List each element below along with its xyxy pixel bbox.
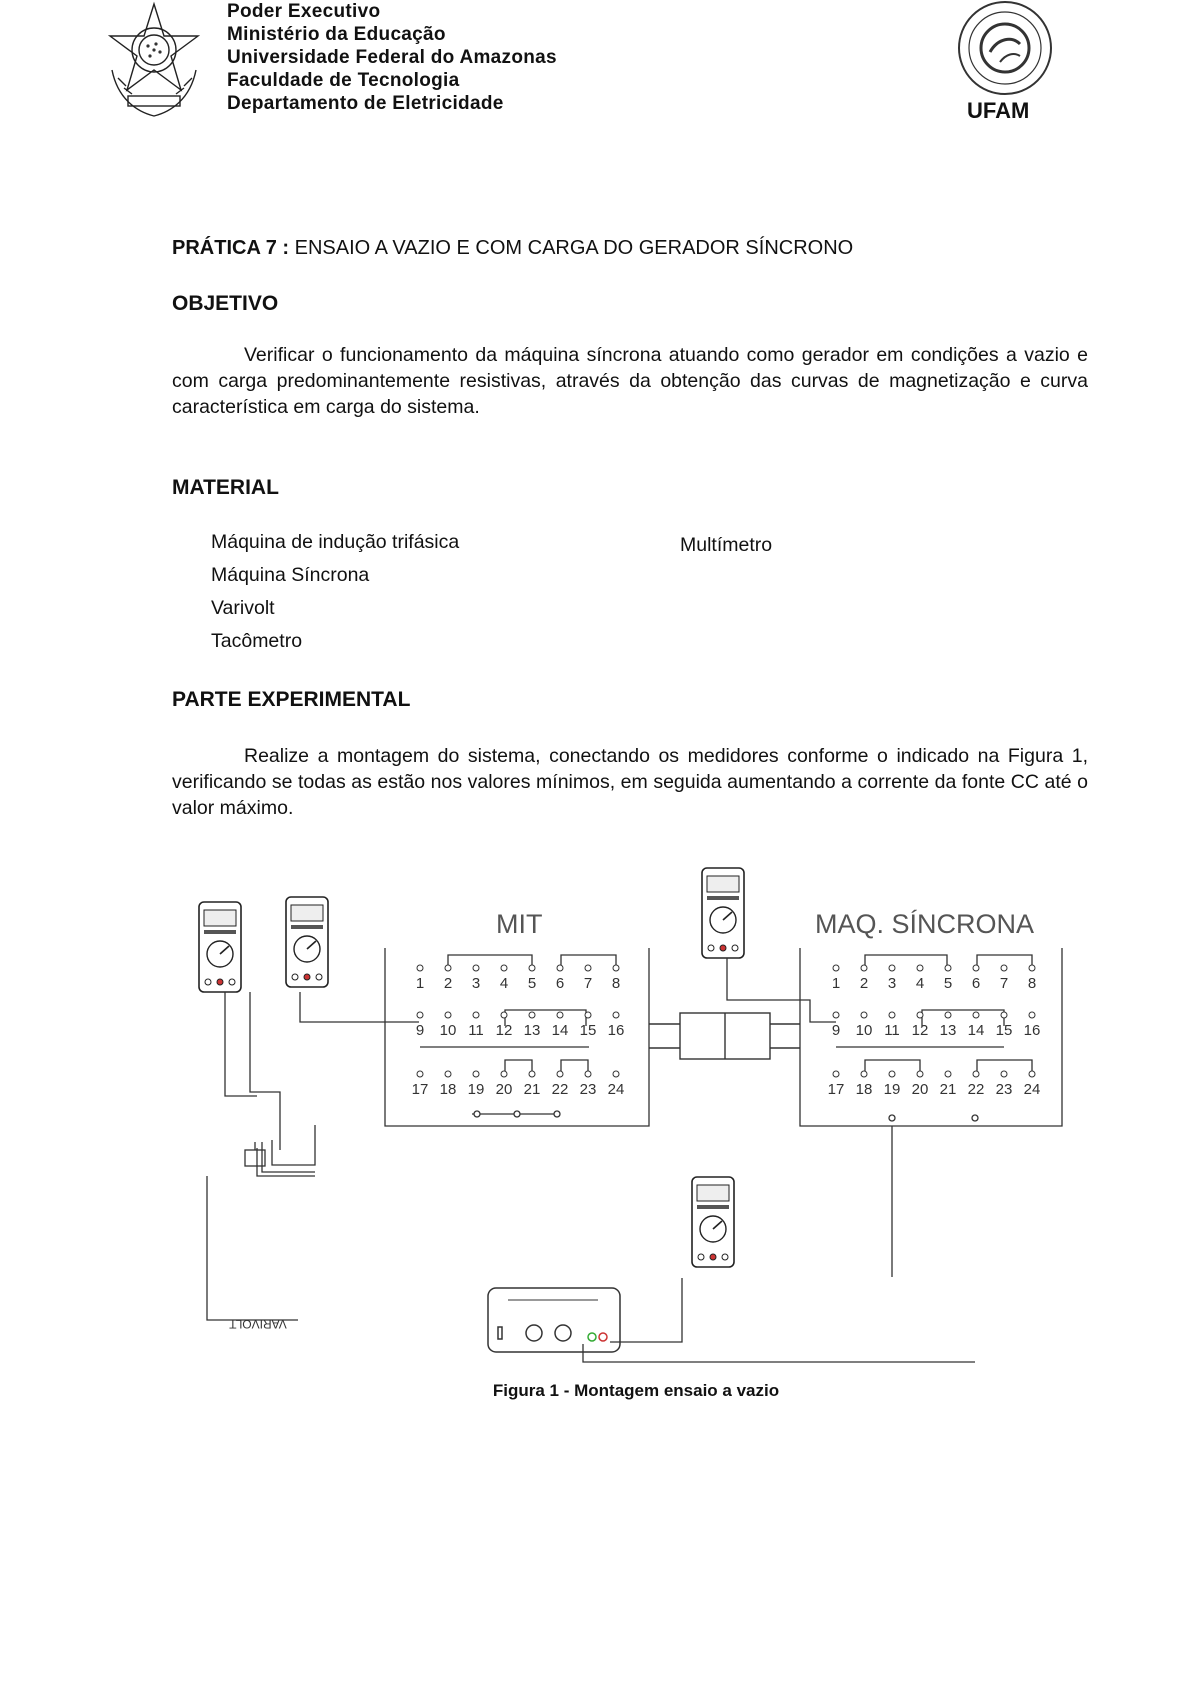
material-heading: MATERIAL: [172, 476, 279, 499]
terminal-number: 18: [439, 1081, 457, 1098]
terminal-dot: [557, 965, 563, 971]
header-line: Departamento de Eletricidade: [227, 93, 504, 114]
title-text: ENSAIO A VAZIO E COM CARGA DO GERADOR SÍNCRONO: [289, 237, 854, 259]
terminal-number: 5: [527, 975, 537, 992]
terminal-dot: [1029, 1071, 1035, 1077]
ufam-seal: [950, 0, 1060, 96]
terminal-dot: [889, 1012, 895, 1018]
shaft-coupling: [649, 1013, 800, 1059]
terminal-number: 9: [415, 1022, 425, 1039]
mit-terminals: [412, 965, 625, 1098]
terminal-dot: [529, 1071, 535, 1077]
terminal-number: 11: [468, 1022, 484, 1039]
terminal-dot: [1001, 965, 1007, 971]
terminal-dot: [501, 965, 507, 971]
terminal-number: 2: [859, 975, 869, 992]
terminal-dot: [445, 965, 451, 971]
terminal-dot: [613, 1071, 619, 1077]
terminal-number: 3: [887, 975, 897, 992]
terminal-number: 13: [939, 1022, 957, 1039]
terminal-dot: [973, 1012, 979, 1018]
terminal-dot: [945, 1071, 951, 1077]
terminal-dot: [417, 965, 423, 971]
terminal-dot: [945, 965, 951, 971]
material-list-left: [211, 526, 459, 658]
terminal-dot: [613, 965, 619, 971]
parte-experimental-paragraph: [172, 743, 1088, 821]
varivolt-label: VARIVOLT: [229, 1317, 287, 1331]
sync-machine-terminal-box: [800, 948, 1062, 1126]
terminal-number: 8: [611, 975, 621, 992]
terminal-number: 13: [523, 1022, 541, 1039]
terminal-dot: [501, 1012, 507, 1018]
terminal-dot: [557, 1071, 563, 1077]
terminal-dot: [917, 1071, 923, 1077]
terminal-dot: [833, 965, 839, 971]
terminal-number: 4: [499, 975, 509, 992]
terminal-dot: [557, 1012, 563, 1018]
terminal-dot: [833, 1012, 839, 1018]
terminal-number: 3: [471, 975, 481, 992]
terminal-number: 5: [943, 975, 953, 992]
dc-source-panel: [488, 1288, 620, 1352]
terminal-dot: [917, 965, 923, 971]
terminal-dot: [445, 1071, 451, 1077]
parte-experimental-text: Realize a montagem do sistema, conectando os medidores conforme o indicado na Figura 1, verificando se todas as estão nos valores mínimos, em seguida aumentando a corrente da fonte CC até o valor máximo.: [172, 745, 1088, 819]
terminal-number: 24: [1023, 1081, 1041, 1098]
terminal-number: 17: [827, 1081, 845, 1098]
terminal-number: 10: [439, 1022, 457, 1039]
terminal-dot: [445, 1012, 451, 1018]
material-item: Máquina Síncrona: [211, 564, 370, 586]
terminal-dot: [861, 965, 867, 971]
header-institution: [227, 0, 557, 115]
terminal-dot: [889, 1071, 895, 1077]
header-line: Faculdade de Tecnologia: [227, 70, 460, 91]
terminal-number: 8: [1027, 975, 1037, 992]
terminal-dot: [1029, 965, 1035, 971]
brasao-emblem: [98, 0, 210, 122]
terminal-dot: [889, 965, 895, 971]
terminal-dot: [529, 965, 535, 971]
terminal-number: 23: [579, 1081, 597, 1098]
terminal-number: 15: [995, 1022, 1013, 1039]
material-item: Varivolt: [211, 597, 275, 619]
terminal-dot: [417, 1012, 423, 1018]
terminal-dot: [861, 1012, 867, 1018]
terminal-number: 24: [607, 1081, 625, 1098]
terminal-number: 6: [971, 975, 981, 992]
terminal-number: 12: [495, 1022, 513, 1039]
title-prefix: PRÁTICA 7 :: [172, 237, 290, 259]
multimeter-4-icon: [692, 1177, 734, 1267]
terminal-number: 7: [999, 975, 1009, 992]
terminal-dot: [473, 1071, 479, 1077]
header-line: Universidade Federal do Amazonas: [227, 47, 557, 68]
terminal-number: 16: [607, 1022, 625, 1039]
terminal-number: 4: [915, 975, 925, 992]
terminal-number: 6: [555, 975, 565, 992]
header-line: Poder Executivo: [227, 1, 381, 22]
material-list-right: [680, 529, 772, 562]
terminal-dot: [945, 1012, 951, 1018]
terminal-number: 2: [443, 975, 453, 992]
terminal-number: 16: [1023, 1022, 1041, 1039]
mit-terminal-box: [385, 948, 649, 1126]
material-item: Multímetro: [680, 534, 773, 556]
terminal-dot: [585, 1012, 591, 1018]
terminal-number: 14: [967, 1022, 985, 1039]
terminal-number: 10: [855, 1022, 873, 1039]
terminal-dot: [917, 1012, 923, 1018]
multimeter-3-icon: [702, 868, 744, 958]
terminal-dot: [613, 1012, 619, 1018]
terminal-dot: [473, 965, 479, 971]
terminal-number: 17: [411, 1081, 429, 1098]
terminal-number: 22: [551, 1081, 569, 1098]
sync-machine-terminals: [828, 965, 1041, 1098]
terminal-number: 19: [883, 1081, 901, 1098]
page-title: [172, 237, 853, 260]
mit-label: MIT: [496, 909, 543, 939]
ufam-label: UFAM: [967, 98, 1030, 123]
terminal-dot: [1029, 1012, 1035, 1018]
figure-caption: Figura 1 - Montagem ensaio a vazio: [492, 1381, 780, 1400]
terminal-dot: [585, 965, 591, 971]
terminal-dot: [417, 1071, 423, 1077]
terminal-dot: [973, 965, 979, 971]
parte-experimental-heading: PARTE EXPERIMENTAL: [172, 688, 411, 711]
terminal-dot: [585, 1071, 591, 1077]
terminal-dot: [473, 1012, 479, 1018]
terminal-number: 12: [911, 1022, 929, 1039]
terminal-number: 1: [415, 975, 425, 992]
objetivo-text: Verificar o funcionamento da máquina síncrona atuando como gerador em condições a vazio e com carga predominantemente resistivas, através da obtenção das curvas de magnetização e curva característica em carga do sistema.: [172, 344, 1088, 418]
terminal-dot: [529, 1012, 535, 1018]
multimeter-1-icon: [199, 902, 241, 992]
terminal-number: 9: [831, 1022, 841, 1039]
wiring: [207, 958, 975, 1362]
multimeter-2-icon: [286, 897, 328, 987]
terminal-number: 14: [551, 1022, 569, 1039]
header-line: Ministério da Educação: [227, 24, 446, 45]
terminal-number: 19: [467, 1081, 485, 1098]
terminal-number: 20: [495, 1081, 513, 1098]
terminal-number: 20: [911, 1081, 929, 1098]
objetivo-heading: OBJETIVO: [172, 292, 279, 315]
terminal-dot: [1001, 1071, 1007, 1077]
terminal-dot: [1001, 1012, 1007, 1018]
terminal-dot: [833, 1071, 839, 1077]
terminal-number: 11: [884, 1022, 900, 1039]
objetivo-paragraph: [172, 342, 1088, 420]
terminal-number: 23: [995, 1081, 1013, 1098]
terminal-number: 22: [967, 1081, 985, 1098]
terminal-number: 21: [523, 1081, 541, 1098]
terminal-number: 15: [579, 1022, 597, 1039]
terminal-number: 21: [939, 1081, 957, 1098]
material-item: Tacômetro: [211, 630, 303, 652]
sync-machine-label: MAQ. SÍNCRONA: [815, 909, 1035, 939]
material-item: Máquina de indução trifásica: [211, 531, 460, 553]
terminal-number: 1: [831, 975, 841, 992]
terminal-number: 7: [583, 975, 593, 992]
terminal-number: 18: [855, 1081, 873, 1098]
terminal-dot: [861, 1071, 867, 1077]
terminal-dot: [501, 1071, 507, 1077]
terminal-dot: [973, 1071, 979, 1077]
